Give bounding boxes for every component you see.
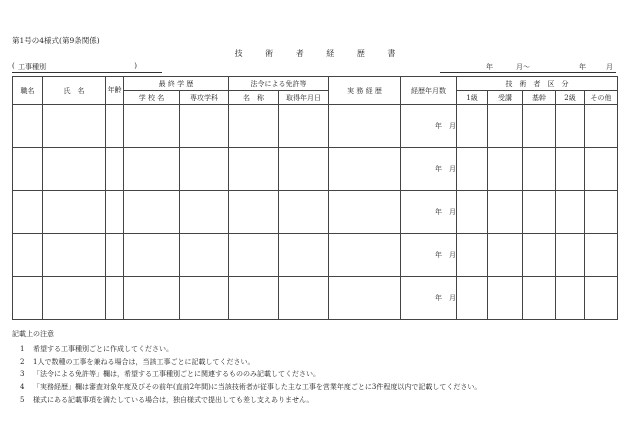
cell-license-date[interactable] [279,234,329,277]
cell-cat-1[interactable] [457,191,488,234]
col-header-role: 職名 [13,77,43,105]
cell-school[interactable] [124,148,180,191]
note-item [12,343,481,356]
col-header-cat-1: 1級 [457,91,488,105]
cell-cat-4[interactable] [556,234,585,277]
work-type-open-paren: ( [12,62,15,70]
notes-heading: 記載上の注意 [12,330,54,338]
career-table [12,76,618,320]
note-number: 1 [20,344,25,353]
cell-experience[interactable] [329,234,401,277]
col-header-cat-5: その他 [585,91,618,105]
cell-major[interactable] [180,148,229,191]
period-month-start: 月～ [516,63,530,71]
cell-years[interactable] [401,191,457,234]
years-label: 年 月 [435,251,456,259]
cell-years[interactable] [401,148,457,191]
cell-experience[interactable] [329,191,401,234]
cell-years[interactable] [401,277,457,320]
cell-license-name[interactable] [229,234,279,277]
table-row [13,191,618,234]
cell-cat-5[interactable] [585,234,618,277]
cell-license-date[interactable] [279,191,329,234]
cell-cat-1[interactable] [457,277,488,320]
cell-license-date[interactable] [279,148,329,191]
col-header-cat-3: 基幹 [523,91,556,105]
cell-school[interactable] [124,234,180,277]
cell-cat-3[interactable] [523,191,556,234]
note-number: 3 [20,370,25,379]
cell-name[interactable] [43,191,106,234]
col-header-name: 氏 名 [43,77,106,105]
work-type-label: 工事種別 [18,63,46,71]
work-type-close-paren: ) [134,62,137,70]
page-title [0,48,630,59]
col-header-school: 学 校 名 [124,91,180,105]
title-char: 歴 [356,49,365,58]
years-label: 年 月 [435,208,456,216]
cell-cat-2[interactable] [488,277,523,320]
cell-experience[interactable] [329,148,401,191]
cell-role[interactable] [13,191,43,234]
col-header-age: 年齢 [106,77,124,105]
cell-cat-1[interactable] [457,234,488,277]
cell-license-name[interactable] [229,105,279,148]
col-header-experience: 実 務 経 歴 [329,77,401,105]
group-header-license: 法令による免許等 [229,77,329,91]
cell-major[interactable] [180,191,229,234]
cell-age[interactable] [106,234,124,277]
note-text: 1人で数種の工事を兼ねる場合は，当該工事ごとに記載してください。 [33,357,255,366]
table-row [13,277,618,320]
cell-major[interactable] [180,234,229,277]
cell-cat-2[interactable] [488,148,523,191]
cell-name[interactable] [43,277,106,320]
cell-age[interactable] [106,191,124,234]
title-char: 書 [387,49,396,58]
period-field[interactable] [440,62,616,73]
cell-age[interactable] [106,277,124,320]
cell-experience[interactable] [329,105,401,148]
note-number: 2 [20,357,25,366]
cell-license-date[interactable] [279,105,329,148]
notes-section [12,328,481,407]
period-year-end: 年 [579,63,586,71]
cell-school[interactable] [124,277,180,320]
cell-cat-2[interactable] [488,234,523,277]
cell-school[interactable] [124,105,180,148]
cell-school[interactable] [124,191,180,234]
cell-major[interactable] [180,277,229,320]
note-text: 「実務経歴」欄は審査対象年度及びその前年(直前2年間)に当該技術者が従事した主な工事を営業年度ごとに3件程度以内で記載してください。 [33,383,482,392]
note-text: 希望する工事種別ごとに作成してください。 [33,344,173,353]
group-header-education: 最 終 学 歴 [124,77,229,91]
cell-name[interactable] [43,148,106,191]
cell-name[interactable] [43,234,106,277]
years-label: 年 月 [435,122,456,130]
cell-cat-3[interactable] [523,234,556,277]
years-label: 年 月 [435,294,456,302]
form-number: 第1号の4様式(第9条関係) [12,36,100,45]
note-item [12,381,481,394]
col-header-major: 専攻学科 [180,91,229,105]
table-row [13,148,618,191]
note-number: 4 [20,383,25,392]
cell-role[interactable] [13,105,43,148]
cell-cat-1[interactable] [457,105,488,148]
col-header-license-date: 取得年月日 [279,91,329,105]
cell-license-name[interactable] [229,148,279,191]
cell-role[interactable] [13,277,43,320]
cell-cat-5[interactable] [585,148,618,191]
cell-cat-5[interactable] [585,191,618,234]
table-row [13,105,618,148]
col-header-years: 経歴年月数 [401,77,457,105]
note-item [12,368,481,381]
cell-age[interactable] [106,105,124,148]
cell-experience[interactable] [329,277,401,320]
cell-cat-5[interactable] [585,105,618,148]
title-char: 技 [234,49,243,58]
cell-license-name[interactable] [229,191,279,234]
note-item [12,356,481,369]
cell-cat-1[interactable] [457,148,488,191]
note-text: 様式にある記載事項を満たしている場合は，独自様式で提出しても差し支えありません。 [33,395,314,404]
col-header-cat-4: 2級 [556,91,585,105]
note-text: 「法令による免許等」欄は，希望する工事種別ごとに関連するもののみ記載してください。 [33,370,320,379]
cell-license-name[interactable] [229,277,279,320]
work-type-field[interactable] [12,62,162,73]
cell-cat-5[interactable] [585,277,618,320]
cell-cat-4[interactable] [556,148,585,191]
note-item [12,394,481,407]
period-month-end: 月 [606,63,613,71]
cell-cat-2[interactable] [488,191,523,234]
cell-cat-3[interactable] [523,148,556,191]
cell-years[interactable] [401,105,457,148]
cell-cat-4[interactable] [556,191,585,234]
cell-cat-2[interactable] [488,105,523,148]
col-header-license-name: 名 称 [229,91,279,105]
cell-major[interactable] [180,105,229,148]
col-header-cat-2: 受講 [488,91,523,105]
table-row [13,234,618,277]
cell-cat-4[interactable] [556,277,585,320]
cell-role[interactable] [13,148,43,191]
cell-cat-3[interactable] [523,277,556,320]
cell-age[interactable] [106,148,124,191]
cell-license-date[interactable] [279,277,329,320]
cell-role[interactable] [13,234,43,277]
years-label: 年 月 [435,165,456,173]
title-char: 術 [265,49,274,58]
title-char: 者 [295,49,304,58]
group-header-category: 技 術 者 区 分 [457,77,618,91]
note-number: 5 [20,395,25,404]
cell-years[interactable] [401,234,457,277]
cell-cat-4[interactable] [556,105,585,148]
cell-name[interactable] [43,105,106,148]
cell-cat-3[interactable] [523,105,556,148]
title-char: 経 [326,49,335,58]
period-year-start: 年 [486,63,493,71]
